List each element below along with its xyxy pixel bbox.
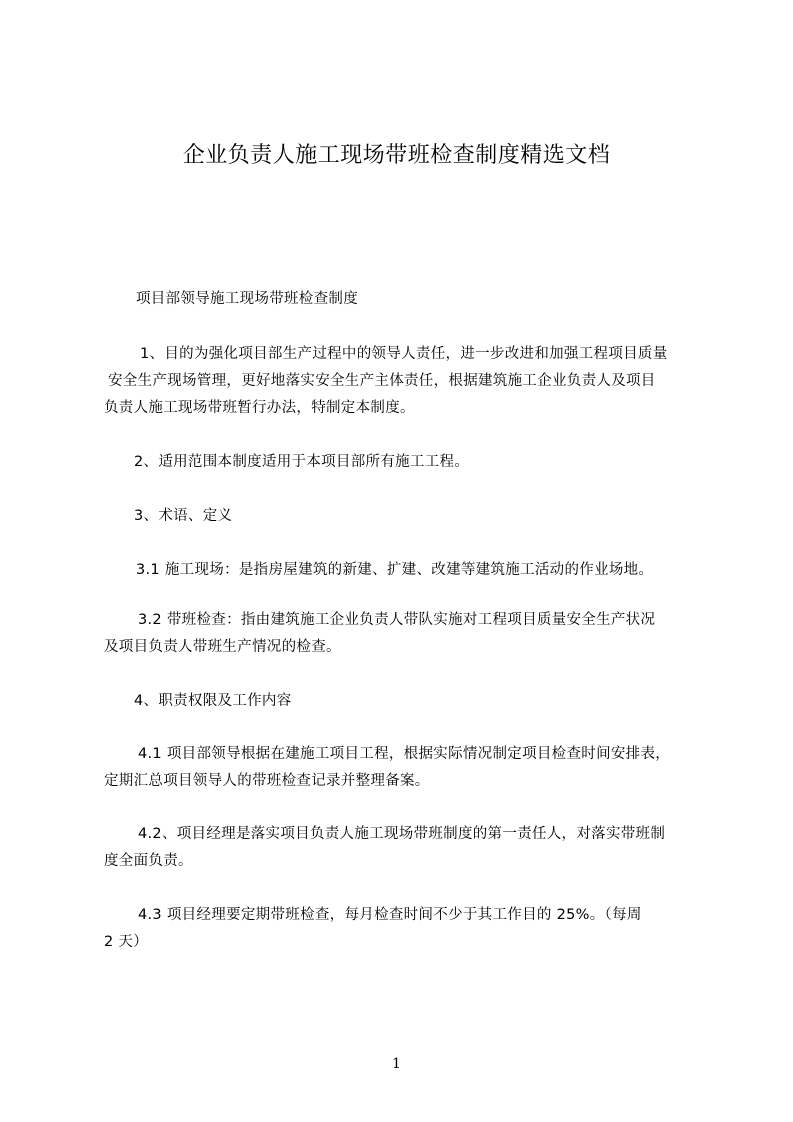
text-line: 4.3 项目经理要定期带班检查，每月检查时间不少于其工作目的 25%。（每周 (138, 907, 642, 923)
paragraph-4-2 (104, 821, 704, 875)
text-line: 负责人施工现场带班暂行办法，特制定本制度。 (104, 400, 415, 416)
paragraph-purpose (104, 341, 704, 422)
text-line: 2、适用范围本制度适用于本项目部所有施工工程。 (134, 454, 470, 470)
paragraph-4-3 (104, 902, 704, 956)
paragraph-definition-site (104, 557, 704, 584)
paragraph-scope (104, 449, 704, 476)
text-line: 2 天） (104, 934, 149, 950)
section-heading (104, 286, 704, 313)
text-line: 安全生产现场管理，更好地落实安全生产主体责任，根据建筑施工企业负责人及项目 (108, 373, 656, 389)
text-line: 3.2 带班检查：指由建筑施工企业负责人带队实施对工程项目质量安全生产状况 (138, 612, 656, 628)
text-line: 4.1 项目部领导根据在建施工项目工程，根据实际情况制定项目检查时间安排表， (138, 746, 671, 762)
text-line: 定期汇总项目领导人的带班检查记录并整理备案。 (104, 773, 430, 789)
paragraph-terms-heading (104, 503, 704, 530)
paragraph-responsibilities-heading (104, 688, 704, 715)
text-line: 1、目的为强化项目部生产过程中的领导人责任，进一步改进和加强工程项目质量 (140, 346, 668, 362)
page-number: 1 (392, 1056, 401, 1072)
text-line: 4、职责权限及工作内容 (134, 693, 292, 709)
text-line: 4.2、项目经理是落实项目负责人施工现场带班制度的第一责任人，对落实带班制 (138, 826, 666, 842)
text-line: 及项目负责人带班生产情况的检查。 (104, 639, 341, 655)
paragraph-definition-inspection (104, 607, 704, 661)
document-title: 企业负责人施工现场带班检查制度精选文档 (182, 143, 611, 168)
text-line: 项目部领导施工现场带班检查制度 (136, 291, 358, 307)
paragraph-4-1 (104, 741, 704, 795)
text-line: 3.1 施工现场：是指房屋建筑的新建、扩建、改建等建筑施工活动的作业场地。 (136, 562, 654, 578)
text-line: 度全面负责。 (104, 853, 193, 869)
text-line: 3、术语、定义 (134, 508, 233, 524)
